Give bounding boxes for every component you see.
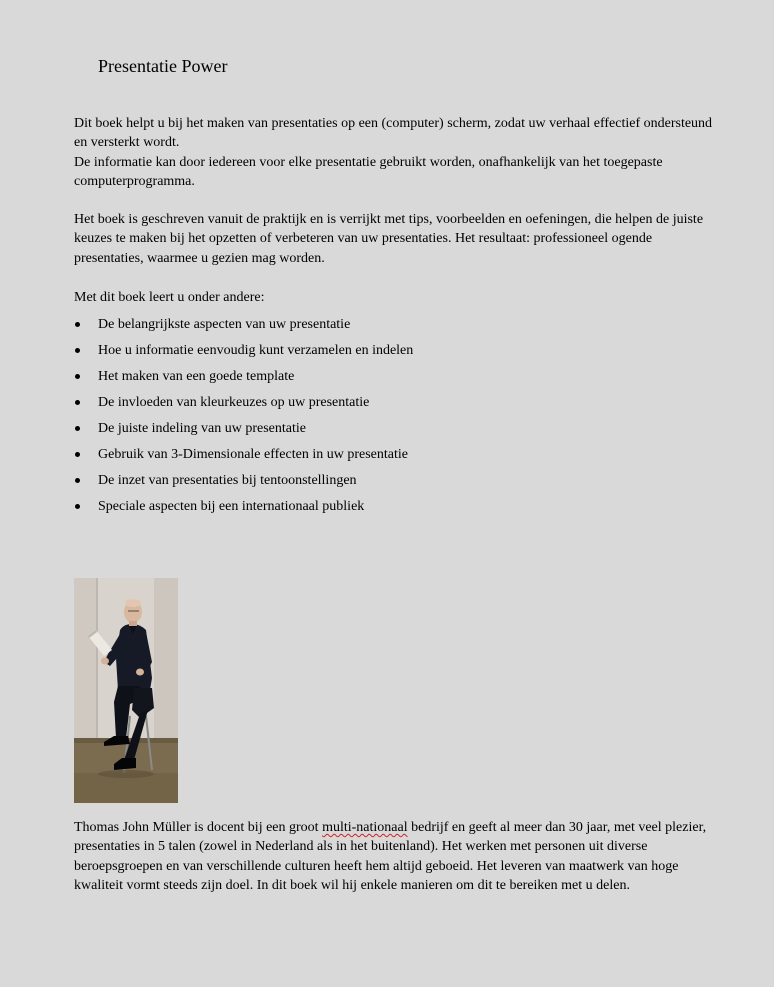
list-item [74, 393, 413, 419]
list-item [74, 445, 413, 471]
intro-paragraph [74, 114, 714, 192]
bullet-icon [75, 374, 80, 379]
bullet-icon [75, 400, 80, 405]
bullet-icon [75, 322, 80, 327]
list-item [74, 471, 413, 497]
list-item [74, 497, 413, 523]
list-item-label: De inzet van presentaties bij tentoonstellingen [98, 473, 357, 488]
author-bio [74, 818, 714, 896]
bio-text-end: bedrijf en geeft al meer dan 30 jaar, met veel plezier, presentaties in 5 talen (zowel in Nederland als in het buitenland). Het werken met personen uit diverse beroepsgroepen en van verschillende culturen heeft hem altijd geboeid. Het leveren van maatwerk van hoge kwaliteit vormt steeds zijn doel. In dit boek wil hij enkele manieren om dit te bereiken met u delen. [74, 820, 707, 894]
list-item [74, 419, 413, 445]
list-item [74, 367, 413, 393]
bio-text-start: Thomas John Müller is docent bij een groot [74, 820, 323, 835]
bullet-icon [75, 504, 80, 509]
list-item-label: De juiste indeling van uw presentatie [98, 421, 306, 436]
list-item [74, 341, 413, 367]
list-item-label: De belangrijkste aspecten van uw presentatie [98, 317, 351, 332]
bullet-icon [75, 452, 80, 457]
page-title: Presentatie Power [98, 56, 228, 76]
intro-line-1: Dit boek helpt u bij het maken van presentaties op een (computer) scherm, zodat uw verhaal effectief ondersteund en versterkt wordt. [74, 116, 713, 151]
list-item-label: Gebruik van 3-Dimensionale effecten in uw presentatie [98, 447, 408, 462]
learn-heading: Met dit boek leert u onder andere: [74, 290, 265, 305]
intro-line-2: De informatie kan door iedereen voor elke presentatie gebruikt worden, onafhankelijk van het toegepaste computerprogramma. [74, 154, 663, 190]
bullet-icon [75, 478, 80, 483]
list-item-label: Het maken van een goede template [98, 369, 295, 384]
list-item-label: Speciale aspecten bij een internationaal publiek [98, 499, 365, 514]
practice-paragraph: Het boek is geschreven vanuit de praktijk en is verrijkt met tips, voorbeelden en oefeningen, die helpen de juiste keuzes te maken bij het opzetten of verbeteren van uw presentaties. Het resultaat: professioneel ogende presentaties, waarmee u gezien mag worden. [74, 212, 704, 266]
list-item [74, 315, 413, 341]
bullet-icon [75, 426, 80, 431]
author-photo [74, 578, 178, 803]
learning-topics-list [74, 315, 413, 523]
list-item-label: Hoe u informatie eenvoudig kunt verzamelen en indelen [98, 343, 414, 358]
bullet-icon [75, 348, 80, 353]
list-item-label: De invloeden van kleurkeuzes op uw presentatie [98, 395, 370, 410]
spellcheck-flagged-word[interactable]: multi-nationaal [322, 820, 408, 835]
